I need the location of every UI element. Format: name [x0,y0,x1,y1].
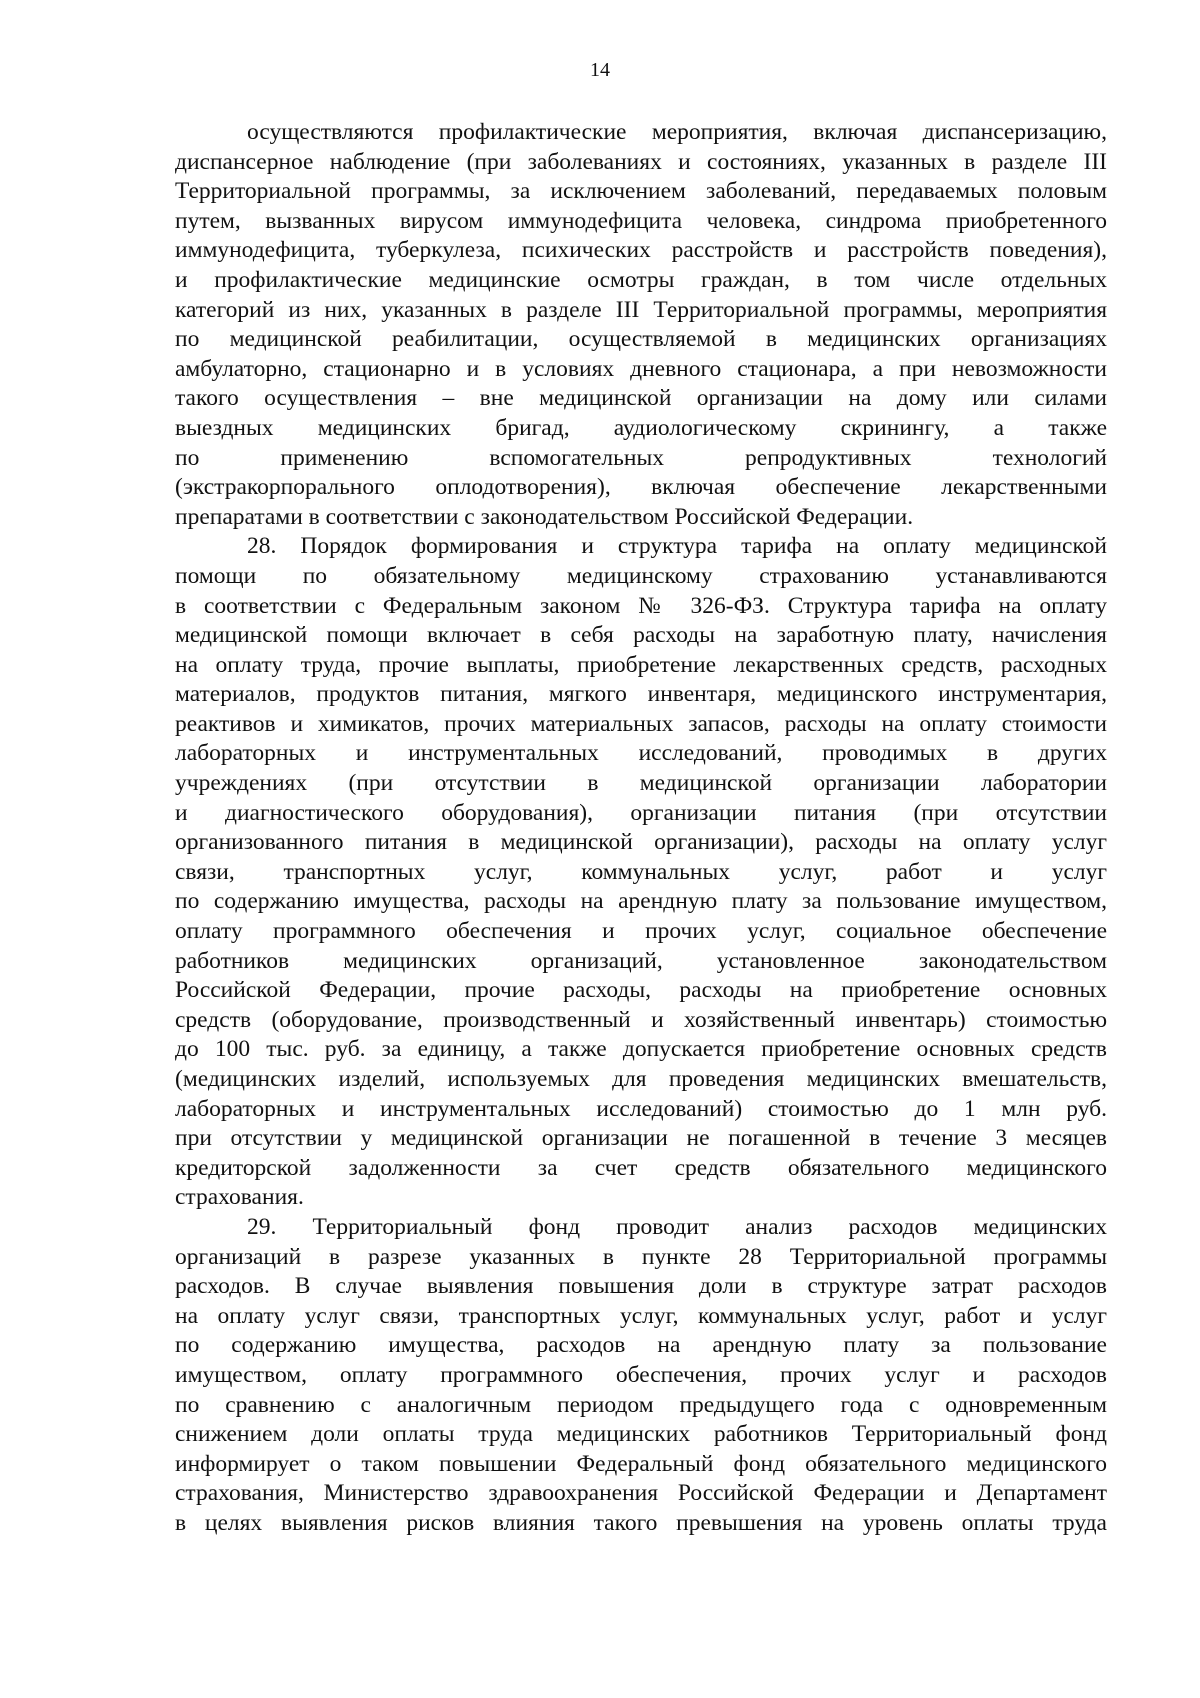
text-line: осуществляются профилактические мероприятия, включая диспансеризацию, [247,119,1107,145]
text-line: (медицинских изделий, используемых для проведения медицинских вмешательств, [175,1066,1107,1092]
text-line: до 100 тыс. руб. за единицу, а также допускается приобретение основных средств [175,1036,1107,1063]
text-line: Российской Федерации, прочие расходы, расходы на приобретение основных [175,977,1107,1004]
text-line: в целях выявления рисков влияния такого превышения на уровень оплаты труда [175,1509,1107,1536]
text-line: по сравнению с аналогичным периодом предыдущего года с одновременным [175,1391,1107,1418]
text-line: информирует о таком повышении Федеральный фонд обязательного медицинского [175,1450,1107,1477]
text-line: 29. Территориальный фонд проводит анализ расходов медицинских [247,1213,1107,1240]
text-line: лабораторных и инструментальных исследований, проводимых в других [175,740,1107,767]
text-line: по применению вспомогательных репродуктивных технологий [175,444,1107,471]
text-line: путем, вызванных вирусом иммунодефицита человека, синдрома приобретенного [175,207,1107,234]
text-line: организованного питания в медицинской организации), расходы на оплату услуг [175,829,1107,856]
text-line: имуществом, оплату программного обеспечения, прочих услуг и расходов [175,1361,1107,1388]
text-line: материалов, продуктов питания, мягкого инвентаря, медицинского инструментария, [175,681,1107,708]
text-line: при отсутствии у медицинской организации не погашенной в течение 3 месяцев [175,1125,1107,1152]
text-line: выездных медицинских бригад, аудиологическому скринингу, а также [175,414,1107,441]
text-line: иммунодефицита, туберкулеза, психических расстройств и расстройств поведения), [175,237,1107,264]
text-line: реактивов и химикатов, прочих материальных запасов, расходы на оплату стоимости [175,710,1107,737]
text-line: препаратами в соответствии с законодательством Российской Федерации. [175,503,914,530]
text-line: на оплату труда, прочие выплаты, приобретение лекарственных средств, расходных [175,651,1107,678]
text-line: оплату программного обеспечения и прочих услуг, социальное обеспечение [175,918,1107,945]
text-line: 28. Порядок формирования и структура тарифа на оплату медицинской [247,533,1107,560]
text-line: на оплату услуг связи, транспортных услуг, коммунальных услуг, работ и услуг [175,1302,1107,1329]
text-line: страхования. [175,1184,304,1211]
text-line: медицинской помощи включает в себя расходы на заработную плату, начисления [175,622,1107,649]
text-line: средств (оборудование, производственный и хозяйственный инвентарь) стоимостью [175,1006,1107,1033]
text-line: помощи по обязательному медицинскому страхованию устанавливаются [175,562,1107,589]
text-line: по содержанию имущества, расходы на арендную плату за пользование имуществом, [175,888,1107,915]
text-line: работников медицинских организаций, установленное законодательством [175,947,1107,974]
text-line: и диагностического оборудования), организации питания (при отсутствии [175,799,1107,826]
text-line: учреждениях (при отсутствии в медицинской организации лаборатории [175,770,1107,797]
text-line: и профилактические медицинские осмотры граждан, в том числе отдельных [175,266,1107,293]
text-line: по медицинской реабилитации, осуществляемой в медицинских организациях [175,326,1107,353]
text-line: лабораторных и инструментальных исследований) стоимостью до 1 млн руб. [175,1095,1107,1122]
text-line: в соответствии с Федеральным законом № 326-ФЗ. Структура тарифа на оплату [175,592,1107,619]
text-line: расходов. В случае выявления повышения доли в структуре затрат расходов [175,1273,1107,1300]
text-line: по содержанию имущества, расходов на арендную плату за пользование [175,1332,1107,1359]
text-line: категорий из них, указанных в разделе III Территориальной программы, мероприятия [175,296,1107,323]
text-line: связи, транспортных услуг, коммунальных услуг, работ и услуг [175,858,1107,885]
text-line: Территориальной программы, за исключением заболеваний, передаваемых половым [175,178,1107,205]
text-line: такого осуществления – вне медицинской организации на дому или силами [175,385,1107,412]
text-line: кредиторской задолженности за счет средств обязательного медицинского [175,1154,1107,1181]
text-line: организаций в разрезе указанных в пункте 28 Территориальной программы [175,1243,1107,1270]
text-line: (экстракорпорального оплодотворения), включая обеспечение лекарственными [175,474,1107,501]
document-body [175,118,1107,1539]
text-line: амбулаторно, стационарно и в условиях дневного стационара, а при невозможности [175,355,1107,382]
text-line: снижением доли оплаты труда медицинских работников Территориальный фонд [175,1421,1107,1448]
text-line: диспансерное наблюдение (при заболеваниях и состояниях, указанных в разделе III [175,148,1107,175]
page-number: 14 [590,59,610,81]
text-line: страхования, Министерство здравоохранения Российской Федерации и Департамент [175,1480,1107,1507]
